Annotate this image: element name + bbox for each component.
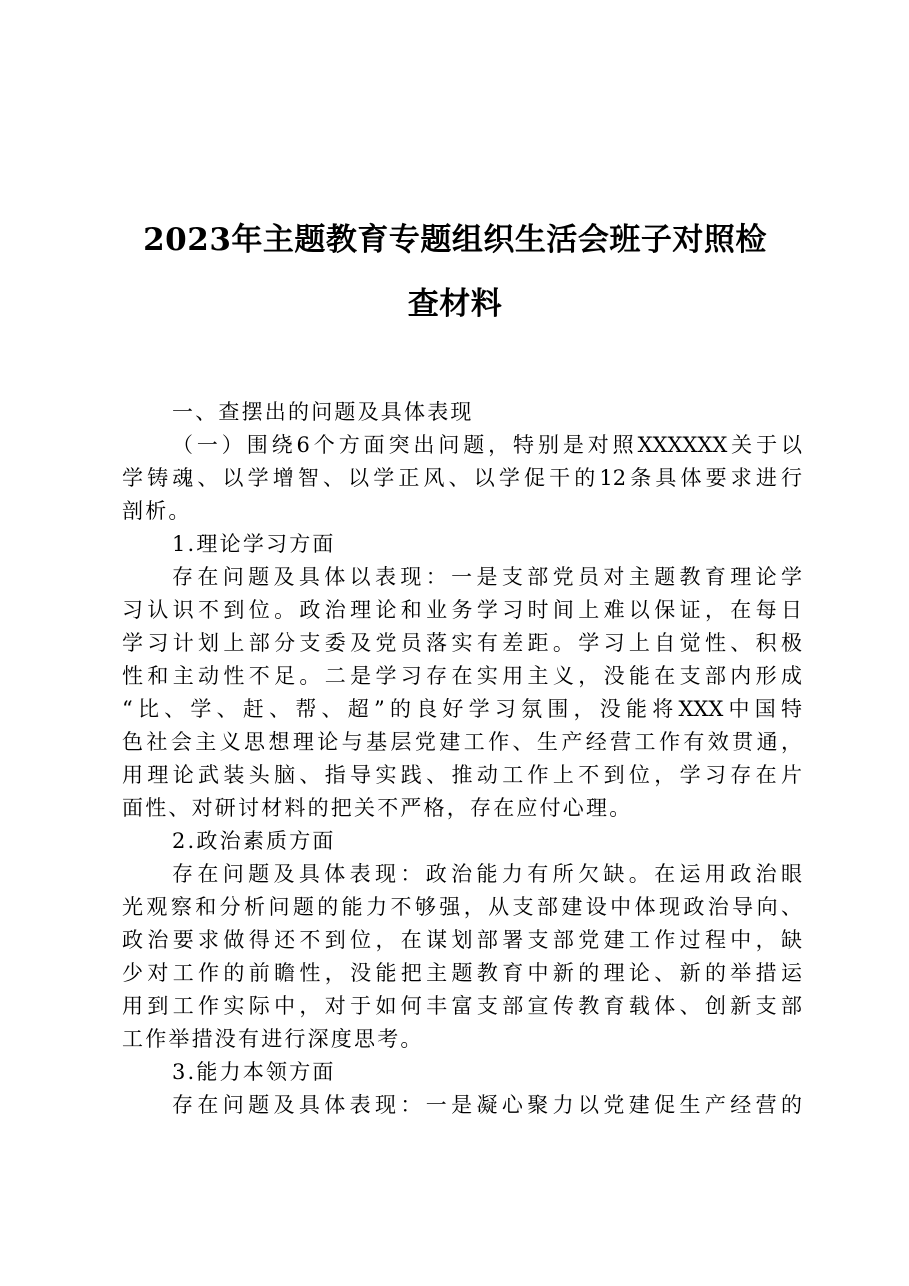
paragraph-line: 光观察和分析问题的能力不够强，从支部建设中体现政治导向、: [122, 895, 802, 919]
paragraph-line: 学铸魂、以学增智、以学正风、以学促干的12条具体要求进行: [122, 466, 802, 490]
section-heading: 一、查摆出的问题及具体表现: [172, 400, 474, 424]
document-title-line-2: 查材料: [407, 286, 503, 322]
paragraph-line: 存在问题及具体表现：一是凝心聚力以党建促生产经营的: [172, 1093, 802, 1117]
paragraph-line: “比、学、赶、帮、超”的良好学习氛围，没能将XXX中国特: [122, 697, 802, 721]
paragraph-line: 习认识不到位。政治理论和业务学习时间上难以保证，在每日: [122, 598, 802, 622]
subsection-heading: 1.理论学习方面: [172, 532, 336, 556]
subsection-heading: 2.政治素质方面: [172, 829, 336, 853]
paragraph-line: 色社会主义思想理论与基层党建工作、生产经营工作有效贯通，: [122, 730, 802, 754]
paragraph-line: 用到工作实际中，对于如何丰富支部宣传教育载体、创新支部: [122, 994, 802, 1018]
paragraph-line: 存在问题及具体表现：政治能力有所欠缺。在运用政治眼: [172, 862, 802, 886]
document-title-line-1: 2023年主题教育专题组织生活会班子对照检: [143, 222, 767, 258]
paragraph-line: 面性、对研讨材料的把关不严格，存在应付心理。: [122, 796, 633, 820]
paragraph-line: 少对工作的前瞻性，没能把主题教育中新的理论、新的举措运: [122, 961, 802, 985]
subsection-heading: 3.能力本领方面: [172, 1060, 336, 1084]
paragraph-line: 学习计划上部分支委及党员落实有差距。学习上自觉性、积极: [122, 631, 802, 655]
paragraph-line: 剖析。: [122, 499, 192, 523]
paragraph-line: 性和主动性不足。二是学习存在实用主义，没能在支部内形成: [122, 664, 802, 688]
paragraph-line: （一）围绕6个方面突出问题，特别是对照XXXXXX关于以: [172, 433, 802, 457]
paragraph-line: 用理论武装头脑、指导实践、推动工作上不到位，学习存在片: [122, 763, 802, 787]
document-body: [122, 396, 802, 1122]
paragraph-line: 存在问题及具体以表现：一是支部党员对主题教育理论学: [172, 565, 802, 589]
paragraph-line: 政治要求做得还不到位，在谋划部署支部党建工作过程中，缺: [122, 928, 802, 952]
paragraph-line: 工作举措没有进行深度思考。: [122, 1027, 424, 1051]
